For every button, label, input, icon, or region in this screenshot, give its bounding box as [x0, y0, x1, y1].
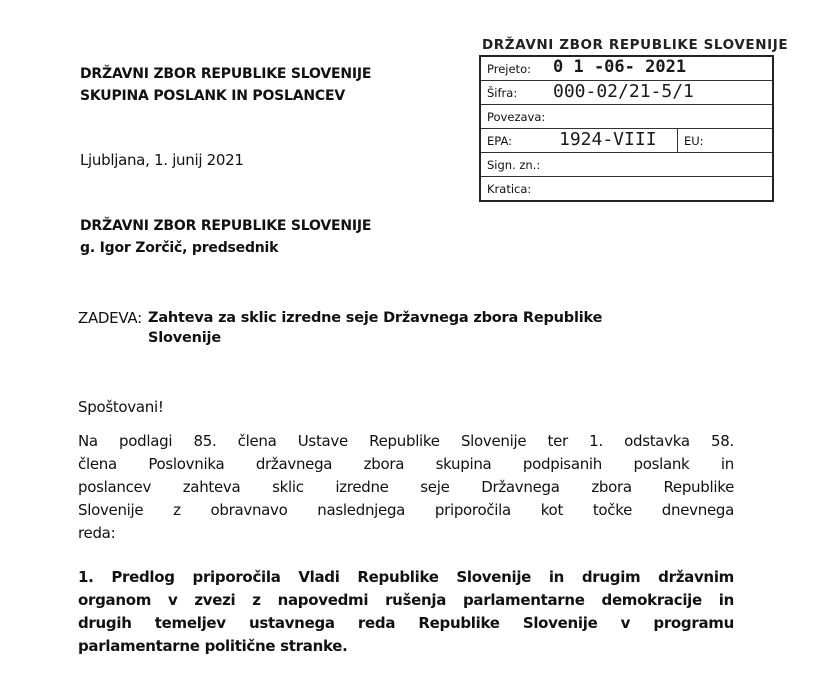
subject-line-2: Slovenije — [148, 330, 221, 346]
stamp-label-eu: EU: — [677, 129, 704, 152]
document-date: Ljubljana, 1. junij 2021 — [80, 151, 244, 169]
sender-line-2: SKUPINA POSLANK IN POSLANCEV — [80, 88, 345, 104]
stamp-epa: 1924-VIII — [559, 129, 657, 150]
greeting: Spoštovani! — [78, 398, 164, 416]
subject-label: ZADEVA: — [78, 309, 142, 327]
stamp-label: Kratica: — [487, 182, 532, 196]
body-line: Slovenije z obravnavo naslednjega priporočila kot točke dnevnega — [78, 501, 734, 519]
stamp-row-sifra — [481, 81, 772, 105]
stamp-label: Prejeto: — [487, 62, 531, 76]
body-line: reda: — [78, 524, 116, 542]
stamp-title: DRŽAVNI ZBOR REPUBLIKE SLOVENIJE — [482, 37, 789, 53]
agenda-line: organom v zvezi z napovedmi rušenja parlamentarne demokracije in — [78, 591, 734, 609]
sender-line-1: DRŽAVNI ZBOR REPUBLIKE SLOVENIJE — [80, 66, 372, 82]
body-line: poslancev zahteva sklic izredne seje Državnega zbora Republike — [78, 478, 734, 496]
stamp-label: Sign. zn.: — [487, 158, 541, 172]
stamp-code: 000-02/21-5/1 — [553, 81, 694, 102]
stamp-row-sign — [481, 153, 772, 177]
body-line: člena Poslovnika državnega zbora skupina podpisanih poslank in — [78, 455, 734, 473]
stamp-row-prejeto — [481, 57, 772, 81]
recipient-line-1: DRŽAVNI ZBOR REPUBLIKE SLOVENIJE — [80, 218, 372, 234]
agenda-line: parlamentarne politične stranke. — [78, 637, 348, 655]
stamp-row-kratica — [481, 177, 772, 200]
recipient-line-2: g. Igor Zorčič, predsednik — [80, 240, 279, 256]
stamp-label: EPA: — [487, 134, 513, 148]
agenda-line: drugih temeljev ustavnega reda Republike Slovenije v programu — [78, 614, 734, 632]
stamp-row-epa — [481, 129, 772, 153]
agenda-line: 1. Predlog priporočila Vladi Republike Slovenije in drugim državnim — [78, 568, 734, 586]
reception-stamp — [479, 55, 774, 202]
stamp-received-date: 0 1 -06- 2021 — [553, 57, 687, 77]
body-line: Na podlagi 85. člena Ustave Republike Slovenije ter 1. odstavka 58. — [78, 432, 734, 450]
subject-line-1: Zahteva za sklic izredne seje Državnega zbora Republike — [148, 310, 603, 326]
stamp-label: Šifra: — [487, 86, 518, 100]
stamp-row-povezava — [481, 105, 772, 129]
stamp-label: Povezava: — [487, 110, 546, 124]
